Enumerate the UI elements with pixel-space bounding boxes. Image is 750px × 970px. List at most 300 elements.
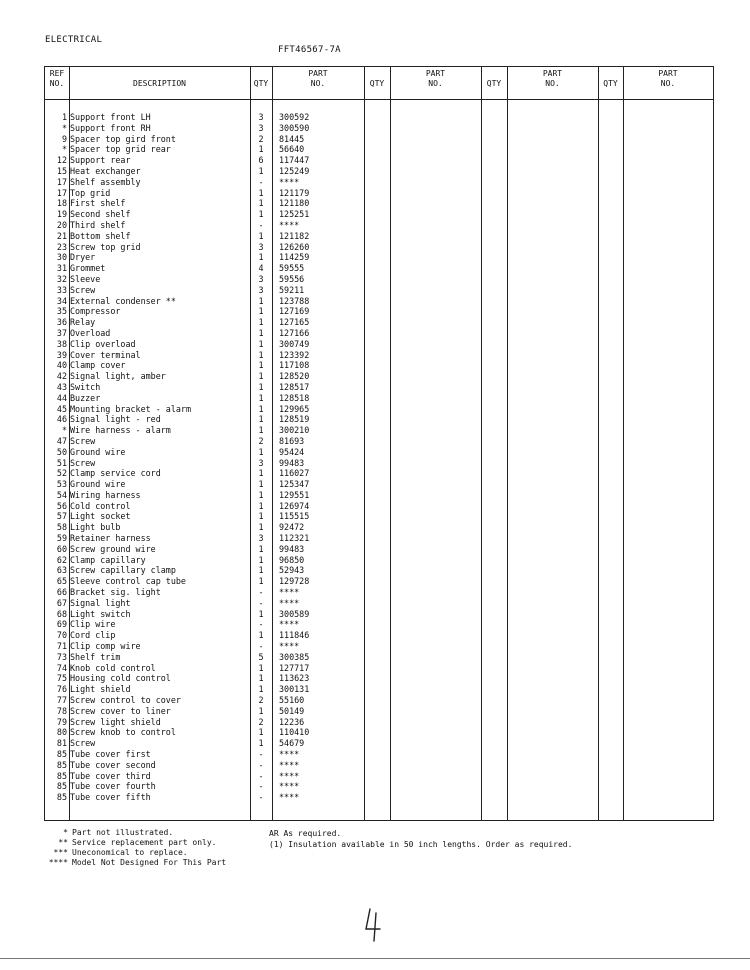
qty: 1 <box>258 165 264 176</box>
qty: 1 <box>258 371 264 382</box>
table-row <box>45 792 713 803</box>
footnote <box>38 848 226 858</box>
description: Screw <box>70 457 96 468</box>
qty: 3 <box>258 533 264 544</box>
header-ref: REF NO. <box>49 69 65 88</box>
description: Compressor <box>70 306 121 317</box>
table-row <box>45 393 713 404</box>
table-row <box>45 663 713 674</box>
footnote <box>38 838 226 848</box>
table-row <box>45 425 713 436</box>
table-row <box>45 501 713 512</box>
ref-no: 63 <box>56 565 67 576</box>
table-row <box>45 609 713 620</box>
description: Sleeve <box>70 273 101 284</box>
description: Light shield <box>70 684 131 695</box>
table-row <box>45 371 713 382</box>
part-no: 112321 <box>279 533 310 544</box>
description: Light socket <box>70 511 131 522</box>
qty: 1 <box>258 727 264 738</box>
part-no: 121179 <box>279 187 310 198</box>
description: Spacer top gird front <box>70 133 176 144</box>
ref-no: 50 <box>56 446 67 457</box>
description: Sleeve control cap tube <box>70 576 186 587</box>
qty: - <box>258 759 264 770</box>
section-title: ELECTRICAL <box>45 35 103 45</box>
ref-no: 85 <box>56 781 67 792</box>
part-no: **** <box>279 619 300 630</box>
table-row <box>45 565 713 576</box>
part-no: 300592 <box>279 112 310 122</box>
table-row <box>45 360 713 371</box>
qty: 1 <box>258 738 264 749</box>
ref-no: 17 <box>56 187 67 198</box>
footnote-symbol: ** <box>58 838 68 847</box>
table-row <box>45 155 713 166</box>
part-no: 129728 <box>279 576 310 587</box>
table-row <box>45 263 713 274</box>
table-row <box>45 285 713 296</box>
qty: 2 <box>258 435 264 446</box>
description: Bracket sig. light <box>70 587 161 598</box>
table-row <box>45 630 713 641</box>
qty: - <box>258 597 264 608</box>
part-no: 115515 <box>279 511 310 522</box>
table-row <box>45 544 713 555</box>
part-no: **** <box>279 176 300 187</box>
qty: 1 <box>258 306 264 317</box>
part-no: 126260 <box>279 241 310 252</box>
ref-no: 57 <box>56 511 67 522</box>
qty: 1 <box>258 662 264 673</box>
table-row <box>45 511 713 522</box>
part-no: **** <box>279 749 300 760</box>
qty: 3 <box>258 241 264 252</box>
header-qty-3: QTY <box>486 79 502 88</box>
parts-table <box>44 66 714 821</box>
description: Clip comp wire <box>70 641 141 652</box>
ref-no: 40 <box>56 360 67 371</box>
description: Ground wire <box>70 479 126 490</box>
ref-no: 74 <box>56 662 67 673</box>
qty: 3 <box>258 112 264 122</box>
description: External condenser ** <box>70 295 176 306</box>
model-code: FFT46567-7A <box>278 45 341 55</box>
qty: 6 <box>258 155 264 166</box>
table-row <box>45 123 713 134</box>
ref-no: 56 <box>56 500 67 511</box>
qty: 1 <box>258 338 264 349</box>
description: Signal light - red <box>70 414 161 425</box>
ref-no: 38 <box>56 338 67 349</box>
part-no: 59555 <box>279 263 305 274</box>
table-row <box>45 749 713 760</box>
description: Tube cover fifth <box>70 792 151 803</box>
part-no: 123788 <box>279 295 310 306</box>
ref-no: 54 <box>56 489 67 500</box>
part-no: 125249 <box>279 165 310 176</box>
qty: 1 <box>258 608 264 619</box>
qty: 3 <box>258 122 264 133</box>
ref-no: 19 <box>56 209 67 220</box>
ref-no: 85 <box>56 792 67 803</box>
part-no: 300385 <box>279 651 310 662</box>
qty: 1 <box>258 403 264 414</box>
ref-no: * <box>61 122 67 133</box>
ref-no: 39 <box>56 349 67 360</box>
part-no: 300210 <box>279 425 310 436</box>
description: Signal light <box>70 597 131 608</box>
part-no: 127166 <box>279 327 310 338</box>
table-row <box>45 576 713 587</box>
footnote <box>38 828 226 838</box>
part-no: 300131 <box>279 684 310 695</box>
table-row <box>45 533 713 544</box>
part-no: 300590 <box>279 122 310 133</box>
header-description: DESCRIPTION <box>133 79 186 88</box>
ref-no: 17 <box>56 176 67 187</box>
qty: - <box>258 749 264 760</box>
description: Tube cover second <box>70 759 156 770</box>
description: Knob cold control <box>70 662 156 673</box>
qty: 3 <box>258 457 264 468</box>
page-number-text: 4 <box>312 855 313 856</box>
ref-no: 68 <box>56 608 67 619</box>
description: First shelf <box>70 198 126 209</box>
ref-no: 31 <box>56 263 67 274</box>
qty: 1 <box>258 360 264 371</box>
header-part-1: PART NO. <box>308 69 328 88</box>
ref-no: 35 <box>56 306 67 317</box>
ref-no: 85 <box>56 770 67 781</box>
ref-no: 42 <box>56 371 67 382</box>
ref-no: 32 <box>56 273 67 284</box>
table-row <box>45 727 713 738</box>
ref-no: 34 <box>56 295 67 306</box>
ref-no: 80 <box>56 727 67 738</box>
table-row <box>45 242 713 253</box>
table-row <box>45 166 713 177</box>
table-row <box>45 252 713 263</box>
qty: 1 <box>258 479 264 490</box>
ref-no: 78 <box>56 705 67 716</box>
part-no: **** <box>279 770 300 781</box>
description: Support front RH <box>70 122 151 133</box>
part-no: 56640 <box>279 144 305 155</box>
qty: - <box>258 770 264 781</box>
description: Signal light, amber <box>70 371 166 382</box>
description: Clamp cover <box>70 360 126 371</box>
part-no: 95424 <box>279 446 305 457</box>
qty: 1 <box>258 317 264 328</box>
footnotes-left <box>38 828 226 868</box>
ref-no: * <box>61 144 67 155</box>
qty: 1 <box>258 576 264 587</box>
ref-no: 12 <box>56 155 67 166</box>
table-row <box>45 522 713 533</box>
description: Bottom shelf <box>70 230 131 241</box>
footer-rule <box>0 958 750 959</box>
ref-no: 45 <box>56 403 67 414</box>
qty: 1 <box>258 554 264 565</box>
table-row <box>45 641 713 652</box>
ref-no: 51 <box>56 457 67 468</box>
part-no: **** <box>279 587 300 598</box>
qty: - <box>258 619 264 630</box>
part-no: 92472 <box>279 522 305 533</box>
ref-no: 58 <box>56 522 67 533</box>
part-no: 59556 <box>279 273 305 284</box>
table-row <box>45 317 713 328</box>
header-part-4: PART NO. <box>658 69 678 88</box>
table-row <box>45 706 713 717</box>
table-row <box>45 738 713 749</box>
header-part-2: PART NO. <box>425 69 446 88</box>
footnote-text: Part not illustrated. <box>72 828 174 837</box>
description: Screw ground wire <box>70 543 156 554</box>
table-row <box>45 468 713 479</box>
qty: 1 <box>258 414 264 425</box>
ref-no: 30 <box>56 252 67 263</box>
table-row <box>45 339 713 350</box>
part-no: **** <box>279 792 300 803</box>
qty: 1 <box>258 198 264 209</box>
footnote-text: Model Not Designed For This Part <box>72 858 227 867</box>
part-no: 110410 <box>279 727 310 738</box>
ref-no: 70 <box>56 630 67 641</box>
qty: 1 <box>258 673 264 684</box>
footnote <box>38 858 226 868</box>
part-no: 117447 <box>279 155 310 166</box>
table-row <box>45 695 713 706</box>
part-no: 125347 <box>279 479 310 490</box>
table-row <box>45 619 713 630</box>
part-no: 55160 <box>279 695 305 706</box>
qty: 1 <box>258 705 264 716</box>
qty: 1 <box>258 468 264 479</box>
description: Tube cover third <box>70 770 151 781</box>
description: Tube cover first <box>70 749 151 760</box>
table-row <box>45 760 713 771</box>
description: Top grid <box>70 187 111 198</box>
qty: 1 <box>258 543 264 554</box>
table-row <box>45 458 713 469</box>
part-no: 126974 <box>279 500 310 511</box>
qty: 1 <box>258 252 264 263</box>
footnote-symbol: **** <box>48 858 68 867</box>
description: Light bulb <box>70 522 121 533</box>
table-row <box>45 652 713 663</box>
qty: 1 <box>258 187 264 198</box>
footnote-insulation: (1) Insulation available in 50 inch lengths. Order as required. <box>269 840 573 849</box>
description: Wiring harness <box>70 489 141 500</box>
part-no: **** <box>279 219 300 230</box>
description: Retainer harness <box>70 533 151 544</box>
ref-no: 69 <box>56 619 67 630</box>
qty: - <box>258 792 264 803</box>
qty: 2 <box>258 695 264 706</box>
table-row <box>45 274 713 285</box>
ref-no: 52 <box>56 468 67 479</box>
part-no: **** <box>279 781 300 792</box>
table-row <box>45 328 713 339</box>
table-row <box>45 231 713 242</box>
ref-no: 47 <box>56 435 67 446</box>
table-row <box>45 447 713 458</box>
description: Housing cold control <box>70 673 171 684</box>
table-row <box>45 112 713 123</box>
table-row <box>45 134 713 145</box>
part-no: 99483 <box>279 543 305 554</box>
part-no: 50149 <box>279 705 305 716</box>
table-row <box>45 188 713 199</box>
description: Shelf assembly <box>70 176 141 187</box>
qty: 4 <box>258 263 264 274</box>
qty: 1 <box>258 230 264 241</box>
description: Ground wire <box>70 446 126 457</box>
qty: 1 <box>258 500 264 511</box>
qty: 1 <box>258 295 264 306</box>
ref-no: 37 <box>56 327 67 338</box>
part-no: 81445 <box>279 133 305 144</box>
description: Grommet <box>70 263 106 274</box>
qty: 1 <box>258 425 264 436</box>
qty: - <box>258 641 264 652</box>
description: Screw cover to liner <box>70 705 171 716</box>
table-row <box>45 684 713 695</box>
part-no: 128518 <box>279 392 310 403</box>
ref-no: 75 <box>56 673 67 684</box>
qty: 2 <box>258 716 264 727</box>
description: Switch <box>70 381 101 392</box>
part-no: 114259 <box>279 252 310 263</box>
description: Cord clip <box>70 630 116 641</box>
ref-no: 15 <box>56 165 67 176</box>
table-row <box>45 717 713 728</box>
ref-no: 66 <box>56 587 67 598</box>
description: Clamp service cord <box>70 468 161 479</box>
ref-no: 46 <box>56 414 67 425</box>
ref-no: 71 <box>56 641 67 652</box>
ref-no: 20 <box>56 219 67 230</box>
qty: 3 <box>258 273 264 284</box>
part-no: 127169 <box>279 306 310 317</box>
ref-no: 44 <box>56 392 67 403</box>
part-no: 81693 <box>279 435 305 446</box>
part-no: 117108 <box>279 360 310 371</box>
table-row <box>45 209 713 220</box>
table-row <box>45 382 713 393</box>
qty: 1 <box>258 349 264 360</box>
header-qty-1: QTY <box>253 79 269 88</box>
table-row <box>45 177 713 188</box>
qty: - <box>258 219 264 230</box>
qty: 1 <box>258 522 264 533</box>
description: Second shelf <box>70 209 131 220</box>
qty: 2 <box>258 133 264 144</box>
ref-no: 1 <box>61 112 67 122</box>
table-row <box>45 414 713 425</box>
description: Screw knob to control <box>70 727 176 738</box>
table-row <box>45 198 713 209</box>
description: Screw <box>70 284 96 295</box>
footnote-text: Uneconomical to replace. <box>72 848 188 857</box>
header-qty-4: QTY <box>603 79 618 88</box>
description: Clip wire <box>70 619 116 630</box>
description: Screw <box>70 435 96 446</box>
description: Shelf trim <box>70 651 121 662</box>
description: Cover terminal <box>70 349 141 360</box>
description: Screw top grid <box>70 241 141 252</box>
ref-no: 76 <box>56 684 67 695</box>
part-no: **** <box>279 641 300 652</box>
qty: 1 <box>258 565 264 576</box>
ref-no: 60 <box>56 543 67 554</box>
table-row <box>45 479 713 490</box>
ref-no: 65 <box>56 576 67 587</box>
part-no: 111846 <box>279 630 310 641</box>
table-row <box>45 306 713 317</box>
part-no: 128519 <box>279 414 310 425</box>
qty: 1 <box>258 144 264 155</box>
header-qty-2: QTY <box>369 79 385 88</box>
header-part-3: PART NO. <box>542 69 563 88</box>
footnote-text: Service replacement part only. <box>72 838 217 847</box>
ref-no: 79 <box>56 716 67 727</box>
ref-no: 81 <box>56 738 67 749</box>
description: Third shelf <box>70 219 126 230</box>
description: Support rear <box>70 155 131 166</box>
table-row <box>45 781 713 792</box>
part-no: 99483 <box>279 457 305 468</box>
part-no: 116027 <box>279 468 310 479</box>
qty: - <box>258 176 264 187</box>
footnote-as-required: AR As required. <box>269 829 342 838</box>
part-no: 52943 <box>279 565 305 576</box>
ref-no: 23 <box>56 241 67 252</box>
table-row <box>45 350 713 361</box>
qty: 1 <box>258 381 264 392</box>
ref-no: 43 <box>56 381 67 392</box>
table-row <box>45 436 713 447</box>
ref-no: 85 <box>56 749 67 760</box>
qty: - <box>258 587 264 598</box>
footnote-symbol: * <box>63 828 68 837</box>
description: Screw <box>70 738 96 749</box>
table-row <box>45 598 713 609</box>
part-no: 121180 <box>279 198 310 209</box>
footnote-symbol: *** <box>53 848 68 857</box>
part-no: **** <box>279 759 300 770</box>
ref-no: 33 <box>56 284 67 295</box>
qty: 1 <box>258 392 264 403</box>
table-row <box>45 673 713 684</box>
description: Screw control to cover <box>70 695 181 706</box>
ref-no: 53 <box>56 479 67 490</box>
part-no: 96850 <box>279 554 305 565</box>
part-no: 129965 <box>279 403 310 414</box>
table-row <box>45 490 713 501</box>
description: Cold control <box>70 500 131 511</box>
part-no: 121182 <box>279 230 310 241</box>
description: Relay <box>70 317 96 328</box>
page-number <box>312 855 386 945</box>
description: Tube cover fourth <box>70 781 156 792</box>
ref-no: 36 <box>56 317 67 328</box>
ref-no: 9 <box>61 133 67 144</box>
part-no: 113623 <box>279 673 310 684</box>
part-no: 128520 <box>279 371 310 382</box>
